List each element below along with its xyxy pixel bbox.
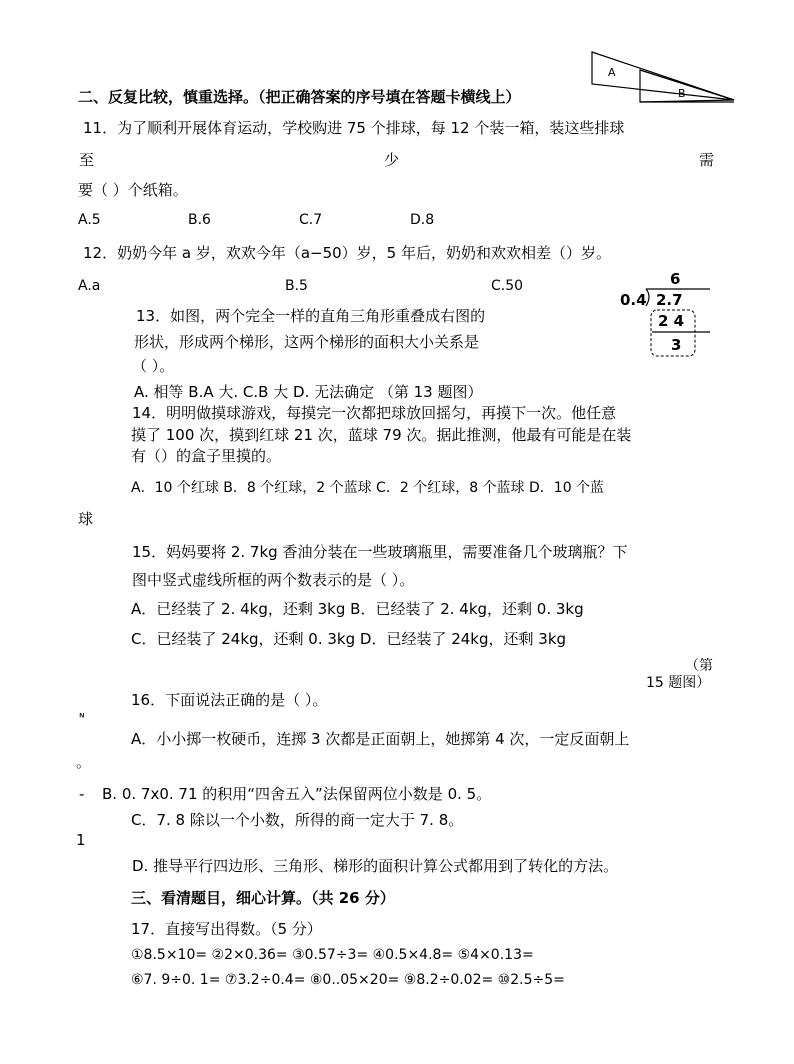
q13-line2: 形状，形成两个梯形，这两个梯形的面积大小关系是 — [134, 333, 480, 351]
q16-option-d: D. 推导平行四边形、三角形、梯形的面积计算公式都用到了转化的方法。 — [132, 857, 619, 875]
q13-figure — [588, 50, 738, 106]
q16-mark1: ᶰ — [79, 710, 85, 726]
q12-option-a: A.a — [78, 278, 101, 294]
q13-line3: （ ）。 — [132, 357, 175, 375]
q12-option-b: B.5 — [285, 278, 308, 294]
q13-line1: 13．如图，两个完全一样的直角三角形重叠成右图的 — [136, 307, 486, 325]
quotient: 6 — [670, 270, 681, 288]
q16-option-b: B. 0. 7x0. 71 的积用“四舍五入”法保留两位小数是 0. 5。 — [102, 785, 492, 803]
dividend: 2.7 — [656, 291, 683, 309]
q14-wrap: 球 — [78, 510, 94, 528]
q14-line1: 14．明明做摸球游戏，每摸完一次都把球放回摇匀，再摸下一次。他任意 — [132, 404, 617, 422]
q15-line2: 图中竖式虚线所框的两个数表示的是（ ）。 — [132, 571, 415, 589]
q14-line2: 摸了 100 次，摸到红球 21 次，蓝球 79 次。据此推测，他最有可能是在装 — [131, 426, 632, 444]
q11-line3: 要（ ）个纸箱。 — [78, 181, 188, 199]
q16-option-c: C．7. 8 除以一个小数，所得的商一定大于 7. 8。 — [131, 811, 464, 829]
divisor: 0.4 — [620, 291, 647, 309]
label-b: B — [678, 87, 686, 100]
q12-text: 12．奶奶今年 a 岁，欢欢今年（a−50）岁，5 年后，奶奶和欢欢相差（）岁。 — [83, 244, 611, 262]
q11-word2: 少 — [384, 151, 400, 169]
q16-mark3: - — [79, 785, 85, 803]
q14-line3: 有（）的盒子里摸的。 — [131, 447, 282, 465]
q15-options-1: A．已经装了 2. 4kg，还剩 3kg B．已经装了 2. 4kg，还剩 0. 3kg — [131, 600, 584, 618]
q12-option-c: C.50 — [491, 278, 524, 294]
section3-heading: 三、看清题目，细心计算。（共 26 分） — [131, 889, 395, 907]
q11-line1: 11．为了顺利开展体育运动，学校购进 75 个排球，每 12 个装一箱，装这些排球 — [83, 119, 625, 137]
label-a: A — [608, 66, 616, 79]
q15-options-2: C．已经装了 24kg，还剩 0. 3kg D．已经装了 24kg，还剩 3kg — [131, 630, 567, 648]
remainder: 3 — [671, 336, 682, 354]
q16-option-a: A．小小掷一枚硬币，连掷 3 次都是正面朝上，她掷第 4 次，一定反面朝上 — [131, 730, 630, 748]
q16-stem: 16．下面说法正确的是（ ）。 — [131, 691, 328, 709]
q17-row1: ①8.5×10= ②2×0.36= ③0.57÷3= ④0.5×4.8= ⑤4×0.13= — [131, 947, 534, 963]
division-figure — [618, 270, 718, 360]
q11-option-b: B.6 — [188, 212, 211, 228]
q13-options: A. 相等 B.A 大. C.B 大 D. 无法确定 （第 13 题图） — [134, 383, 483, 401]
section2-heading: 二、反复比较，慎重选择。（把正确答案的序号填在答题卡横线上） — [78, 88, 521, 106]
product: 2 4 — [658, 312, 685, 330]
q15-line1: 15．妈妈要将 2. 7kg 香油分装在一些玻璃瓶里，需要准备几个玻璃瓶？下 — [132, 543, 628, 561]
q17-stem: 17．直接写出得数。（5 分） — [131, 920, 322, 938]
q11-word3: 需 — [699, 151, 715, 169]
q11-option-c: C.7 — [299, 212, 323, 228]
q16-mark2: 。 — [76, 753, 92, 771]
q15-caption-2: 15 题图） — [646, 675, 711, 691]
q11-option-a: A.5 — [78, 212, 101, 228]
q16-mark4: 1 — [76, 831, 86, 849]
q11-option-d: D.8 — [410, 212, 435, 228]
q17-row2: ⑥7. 9÷0. 1= ⑦3.2÷0.4= ⑧0..05×20= ⑨8.2÷0.02= ⑩2.5÷5= — [131, 972, 565, 988]
q14-options: A．10 个红球 B．8 个红球，2 个蓝球 C．2 个红球，8 个蓝球 D．10 个蓝 — [131, 480, 605, 496]
q15-caption-1: （第 — [685, 658, 713, 674]
q11-word1: 至 — [79, 151, 95, 169]
